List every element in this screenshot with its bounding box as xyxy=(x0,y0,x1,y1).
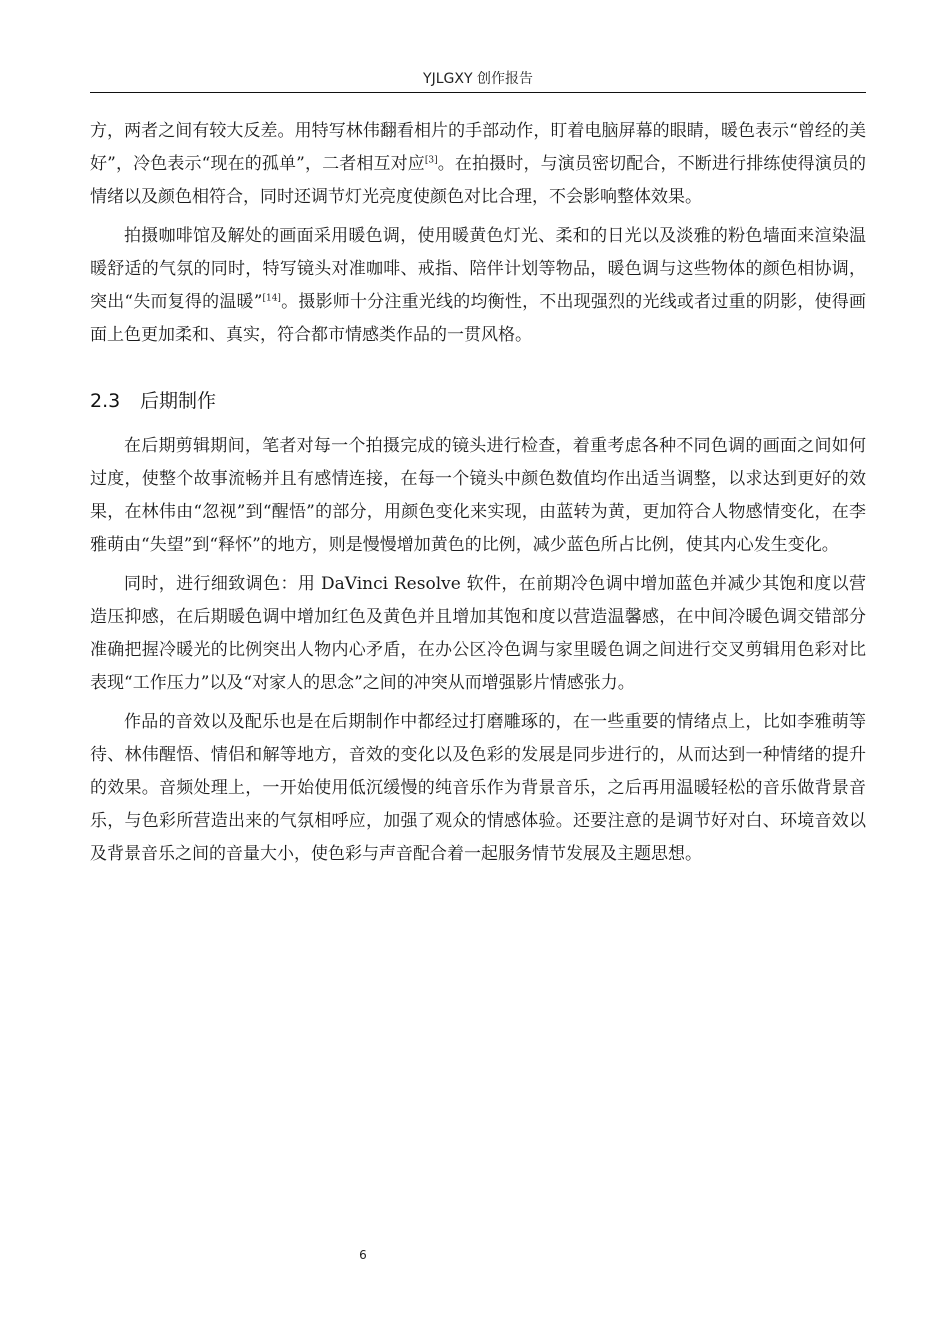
section-paragraph: 同时，进行细致调色：用 DaVinci Resolve 软件，在前期冷色调中增加蓝色并减少其饱和度以营造压抑感，在后期暖色调中增加红色及黄色并且增加其饱和度以营造温馨感，在中间冷暖色调交错部分准确把握冷暖光的比例突出人物内心矛盾，在办公区冷色调与家里暖色调之间进行交叉剪辑用色彩对比表现“工作压力”以及“对家人的思念”之间的冲突从而增强影片情感张力。 xyxy=(90,574,866,693)
section-title: 后期制作 xyxy=(140,390,217,412)
page-header: YJLGXY 创作报告 xyxy=(423,71,533,87)
paragraph-text: 。摄影师十分注重光线的均衡性，不出现强烈的光线或者过重的阴影，使得画面上色更加柔和、真实，符合都市情感类作品的一贯风格。 xyxy=(90,292,867,345)
cafe-paragraph xyxy=(90,220,866,352)
document-body xyxy=(90,115,866,871)
page-number: 6 xyxy=(359,1248,367,1262)
header-rule xyxy=(90,92,866,93)
paragraph-text: 拍摄咖啡馆及解处的画面采用暖色调，使用暖黄色灯光、柔和的日光以及淡雅的粉色墙面来渲染温暖舒适的气氛的同时，特写镜头对准咖啡、戒指、陪伴计划等物品，暖色调与这些物体的颜色相协调，突出“失而复得的温暖” xyxy=(90,226,866,312)
section-paragraph: 作品的音效以及配乐也是在后期制作中都经过打磨雕琢的，在一些重要的情绪点上，比如李雅萌等待、林伟醒悟、情侣和解等地方，音效的变化以及色彩的发展是同步进行的，从而达到一种情绪的提升的效果。音频处理上，一开始使用低沉缓慢的纯音乐作为背景音乐，之后再用温暖轻松的音乐做背景音乐，与色彩所营造出来的气氛相呼应，加强了观众的情感体验。还要注意的是调节好对白、环境音效以及背景音乐之间的音量大小，使色彩与声音配合着一起服务情节发展及主题思想。 xyxy=(90,712,866,864)
continuation-paragraph xyxy=(90,115,866,214)
paragraph-text: 方，两者之间有较大反差。用特写林伟翻看相片的手部动作，盯着电脑屏幕的眼睛，暖色表示“曾经的美好”，冷色表示“现在的孤单”，二者相互对应 xyxy=(90,121,866,174)
section-paragraph: 在后期剪辑期间，笔者对每一个拍摄完成的镜头进行检查，着重考虑各种不同色调的画面之间如何过度，使整个故事流畅并且有感情连接，在每一个镜头中颜色数值均作出适当调整，以求达到更好的效果，在林伟由“忽视”到“醒悟”的部分，用颜色变化来实现，由蓝转为黄，更加符合人物感情变化，在李雅萌由“失望”到“释怀”的地方，则是慢慢增加黄色的比例，减少蓝色所占比例，使其内心发生变化。 xyxy=(90,436,866,555)
paragraph-text: 。在拍摄时，与演员密切配合，不断进行排练使得演员的情绪以及颜色相符合，同时还调节灯光亮度使颜色对比合理，不会影响整体效果。 xyxy=(90,154,866,207)
section-heading xyxy=(90,386,866,416)
section-number: 2.3 xyxy=(90,390,121,412)
citation-marker: [14] xyxy=(262,293,281,304)
citation-marker: [3] xyxy=(424,155,438,166)
